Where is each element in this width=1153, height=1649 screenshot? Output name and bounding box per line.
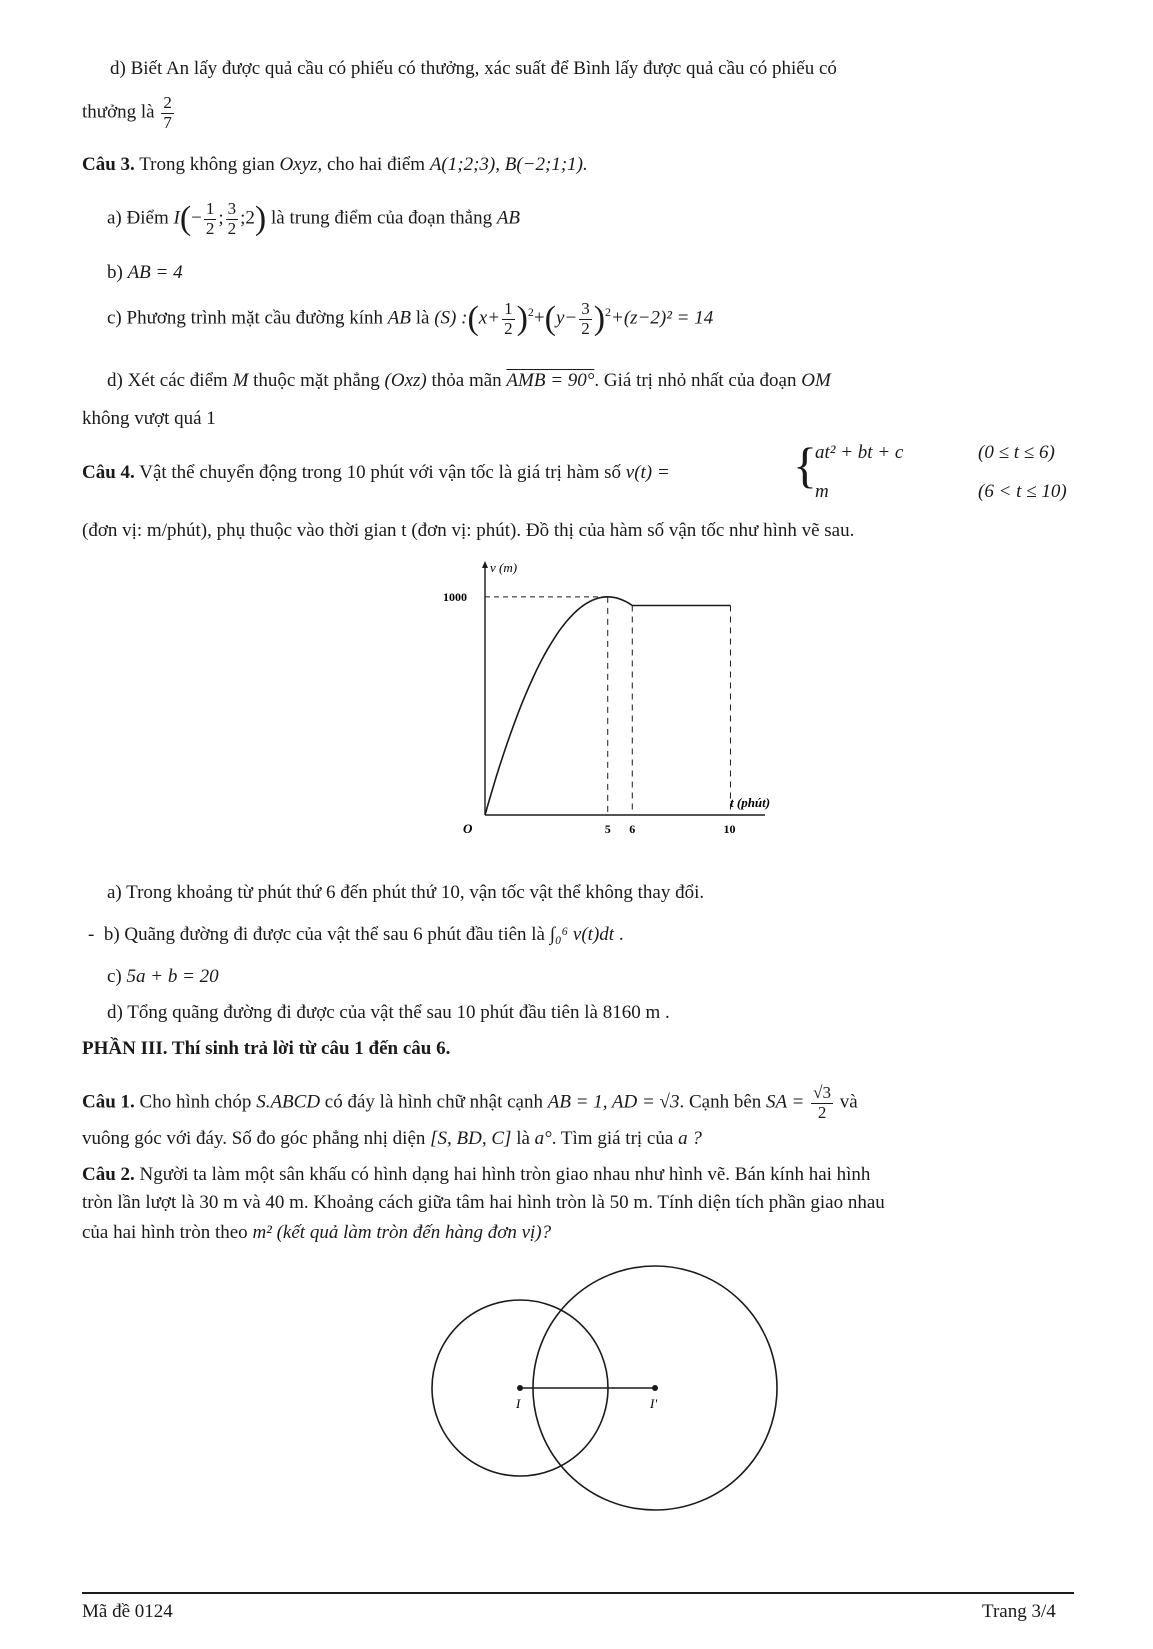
footer-rule	[82, 1592, 1074, 1594]
p3q2-line2: tròn lần lượt là 30 m và 40 m. Khoảng cách giữa tâm hai hình tròn là 50 m. Tính diện tích phần giao nhau	[82, 1192, 885, 1213]
q3a-point: I	[173, 207, 180, 229]
q4-header: Câu 4. Vật thể chuyển động trong 10 phút với vận tốc là giá trị hàm số v(t) =	[82, 462, 670, 483]
q3-a: a) Điểm I(− $\frac{1}{2}$ ; $\frac{3}{2}$ ;2) là trung điểm của đoạn thẳng AB	[107, 199, 521, 238]
q4-cond1: (0 ≤ t ≤ 6)	[978, 442, 1055, 463]
q2d-prefix: thưởng là	[82, 101, 155, 123]
velocity-curve	[485, 597, 731, 815]
q2d-line1: d) Biết An lấy được quả cầu có phiếu có thưởng, xác suất để Bình lấy được quả cầu có phiếu có	[110, 58, 837, 79]
circles-diagram	[420, 1255, 780, 1545]
center-i-dot	[517, 1385, 523, 1391]
part3-title: PHẦN III. Thí sinh trả lời từ câu 1 đến câu 6.	[82, 1038, 451, 1059]
q2d-fraction: $\frac{2}{7}$	[163, 93, 172, 132]
velocity-chart	[443, 560, 800, 870]
q3-d-line2: không vượt quá 1	[82, 408, 216, 429]
q3-c: c) Phương trình mặt cầu đường kính AB là (S) :(x+ $\frac{1}{2}$ )$^2$+(y− $\frac{3}{2}$ )$^2$+(z−2)² = 14	[107, 299, 714, 338]
q4-brace: {	[793, 437, 817, 493]
p3q2-line3: của hai hình tròn theo m² (kết quả làm tròn đến hàng đơn vị)?	[82, 1222, 552, 1243]
q3-d: d) Xét các điểm M thuộc mặt phẳng (Oxz) thỏa mãn AMB = 90°. Giá trị nhỏ nhất của đoạn OM	[107, 370, 831, 391]
q3-text: Trong không gian	[139, 154, 275, 175]
footer-code: Mã đề 0124	[82, 1601, 173, 1622]
q3a-ab: AB	[496, 207, 521, 229]
center-i-label: I	[516, 1396, 521, 1411]
q4-case2: m	[815, 481, 829, 502]
y-tick-label: 1000	[443, 589, 467, 604]
q3a-prefix: a) Điểm	[107, 207, 169, 229]
q4b-integral: ∫₀⁶ v(t)dt	[549, 924, 615, 945]
p3q1-line1: Câu 1. Cho hình chóp S.ABCD có đáy là hình chữ nhật cạnh AB = 1, AD = √3. Cạnh bên SA = $\frac{√3}{2}$ và	[82, 1083, 858, 1122]
p3q2-line1: Câu 2. Người ta làm một sân khấu có hình dạng hai hình tròn giao nhau như hình vẽ. Bán kính hai hình	[82, 1164, 871, 1185]
q3-space: Oxyz,	[279, 154, 323, 175]
x-tick-label-5: 5	[604, 822, 611, 836]
y-axis-label: v (m)	[490, 560, 518, 575]
footer-page: Trang 3/4	[982, 1601, 1056, 1622]
q4-d: d) Tổng quãng đường đi được của vật thể sau 10 phút đầu tiên là 8160 m .	[107, 1002, 670, 1023]
q4-cond2: (6 < t ≤ 10)	[978, 481, 1067, 502]
q3-mid: cho hai điểm	[326, 154, 426, 175]
origin-label: O	[463, 821, 473, 836]
center-i-prime-dot	[652, 1385, 658, 1391]
x-axis-label: t (phút)	[730, 795, 771, 810]
q2d-line2	[82, 94, 176, 132]
x-tick-label-10: 10	[723, 822, 736, 836]
q4-case1: at² + bt + c	[815, 442, 904, 463]
q3-points: A(1;2;3), B(−2;1;1).	[429, 154, 588, 175]
p3q1-line2: vuông góc với đáy. Số đo góc phẳng nhị diện [S, BD, C] là a°. Tìm giá trị của a ?	[82, 1128, 702, 1149]
q3b-expr: AB = 4	[127, 262, 183, 283]
q3-label: Câu 3.	[82, 154, 135, 175]
y-axis-arrow	[482, 561, 488, 568]
q4-b: - b) Quãng đường đi được của vật thể sau 6 phút đầu tiên là ∫₀⁶ v(t)dt .	[88, 924, 624, 945]
q4-line2: (đơn vị: m/phút), phụ thuộc vào thời gian t (đơn vị: phút). Đồ thị của hàm số vận tốc như hình vẽ sau.	[82, 520, 855, 541]
q3a-suffix: là trung điểm của đoạn thẳng	[271, 207, 493, 229]
q4-a: a) Trong khoảng từ phút thứ 6 đến phút thứ 10, vận tốc vật thể không thay đổi.	[107, 882, 705, 903]
x-tick-label-6: 6	[629, 822, 636, 836]
q3-b: b) AB = 4	[107, 262, 183, 283]
q4-c: c) 5a + b = 20	[107, 966, 219, 987]
q3-header	[82, 154, 588, 176]
center-i-prime-label: I'	[650, 1396, 658, 1411]
